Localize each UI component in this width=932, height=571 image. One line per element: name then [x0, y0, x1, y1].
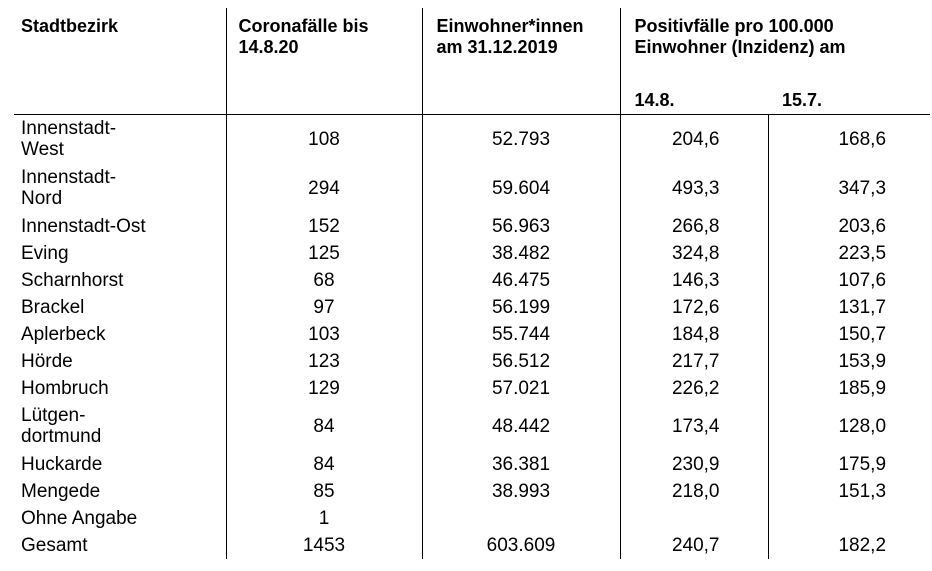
incidence-15-7-cell: [768, 505, 930, 532]
incidence-14-8-cell: 240,7: [620, 532, 768, 559]
table-row: [14, 348, 930, 375]
incidence-15-7-cell: 203,6: [768, 213, 930, 240]
table-row: [14, 294, 930, 321]
district-name-cell: Ohne Angabe: [21, 507, 138, 529]
cases-cell: 123: [226, 348, 422, 375]
cases-cell: 152: [226, 213, 422, 240]
header-coronafaelle: Coronafälle bis 14.8.20: [226, 8, 422, 115]
incidence-15-7-cell: 128,0: [768, 402, 930, 451]
table-header-row: [14, 8, 930, 90]
incidence-15-7-cell: 107,6: [768, 267, 930, 294]
incidence-14-8-cell: 184,8: [620, 321, 768, 348]
table-row: [14, 164, 930, 213]
population-cell: 46.475: [422, 267, 620, 294]
district-name-cell: Brackel: [21, 296, 85, 318]
district-name-cell: Scharnhorst: [21, 269, 124, 291]
table-row: [14, 267, 930, 294]
incidence-14-8-cell: 172,6: [620, 294, 768, 321]
incidence-14-8-cell: 226,2: [620, 375, 768, 402]
cases-cell: 97: [226, 294, 422, 321]
population-cell: 56.963: [422, 213, 620, 240]
district-name-cell: Innenstadt- West: [14, 115, 226, 164]
incidence-15-7-cell: 182,2: [768, 532, 930, 559]
incidence-15-7-cell: 347,3: [768, 164, 930, 213]
cases-cell: 129: [226, 375, 422, 402]
table-row: [14, 505, 930, 532]
population-cell: 56.199: [422, 294, 620, 321]
district-name-cell: Huckarde: [21, 453, 103, 475]
incidence-15-7-cell: 175,9: [768, 451, 930, 478]
district-name-cell: Mengede: [21, 480, 101, 502]
subheader-15-7: 15.7.: [782, 90, 823, 110]
subheader-14-8: 14.8.: [620, 90, 768, 115]
population-cell: 52.793: [422, 115, 620, 164]
cases-cell: 84: [226, 402, 422, 451]
incidence-14-8-cell: 230,9: [620, 451, 768, 478]
table-row: [14, 115, 930, 164]
table-row: [14, 240, 930, 267]
table-row: [14, 321, 930, 348]
incidence-15-7-cell: 151,3: [768, 478, 930, 505]
incidence-14-8-cell: 493,3: [620, 164, 768, 213]
cases-cell: 85: [226, 478, 422, 505]
incidence-14-8-cell: 217,7: [620, 348, 768, 375]
cases-cell: 125: [226, 240, 422, 267]
district-name-cell: Innenstadt- Nord: [21, 167, 117, 209]
table-row: [14, 375, 930, 402]
district-name-cell: Eving: [21, 242, 69, 264]
district-name-cell: Lütgen- dortmund: [21, 405, 102, 447]
population-cell: 59.604: [422, 164, 620, 213]
incidence-14-8-cell: 173,4: [620, 402, 768, 451]
district-name-cell: Hörde: [21, 350, 73, 372]
population-cell: 603.609: [422, 532, 620, 559]
population-cell: [422, 505, 620, 532]
cases-cell: 1453: [226, 532, 422, 559]
incidence-14-8-cell: 146,3: [620, 267, 768, 294]
table-row: [14, 402, 930, 451]
incidence-15-7-cell: 150,7: [768, 321, 930, 348]
cases-cell: 68: [226, 267, 422, 294]
incidence-15-7-cell: 131,7: [768, 294, 930, 321]
incidence-14-8-cell: [620, 505, 768, 532]
incidence-15-7-cell: 153,9: [768, 348, 930, 375]
table-row: [14, 532, 930, 559]
incidence-14-8-cell: 324,8: [620, 240, 768, 267]
cases-cell: 103: [226, 321, 422, 348]
population-cell: 57.021: [422, 375, 620, 402]
cases-cell: 294: [226, 164, 422, 213]
district-name-cell: Hombruch: [21, 377, 109, 399]
header-stadtbezirk: Stadtbezirk: [21, 16, 119, 36]
cases-cell: 108: [226, 115, 422, 164]
header-einwohner: Einwohner*innen am 31.12.2019: [422, 8, 620, 115]
district-name-cell: Aplerbeck: [21, 323, 106, 345]
incidence-14-8-cell: 204,6: [620, 115, 768, 164]
incidence-15-7-cell: 185,9: [768, 375, 930, 402]
district-cases-table: [14, 8, 930, 559]
cases-cell: 1: [226, 505, 422, 532]
district-name-cell: Gesamt: [21, 534, 88, 556]
incidence-15-7-cell: 223,5: [768, 240, 930, 267]
population-cell: 38.993: [422, 478, 620, 505]
population-cell: 55.744: [422, 321, 620, 348]
population-cell: 48.442: [422, 402, 620, 451]
table-row: [14, 451, 930, 478]
cases-cell: 84: [226, 451, 422, 478]
incidence-14-8-cell: 218,0: [620, 478, 768, 505]
incidence-15-7-cell: 168,6: [768, 115, 930, 164]
population-cell: 36.381: [422, 451, 620, 478]
table-row: [14, 478, 930, 505]
population-cell: 56.512: [422, 348, 620, 375]
district-name-cell: Innenstadt-Ost: [21, 215, 146, 237]
population-cell: 38.482: [422, 240, 620, 267]
incidence-14-8-cell: 266,8: [620, 213, 768, 240]
header-inzidenz: Positivfälle pro 100.000 Einwohner (Inzidenz) am: [620, 8, 930, 90]
table-row: [14, 213, 930, 240]
